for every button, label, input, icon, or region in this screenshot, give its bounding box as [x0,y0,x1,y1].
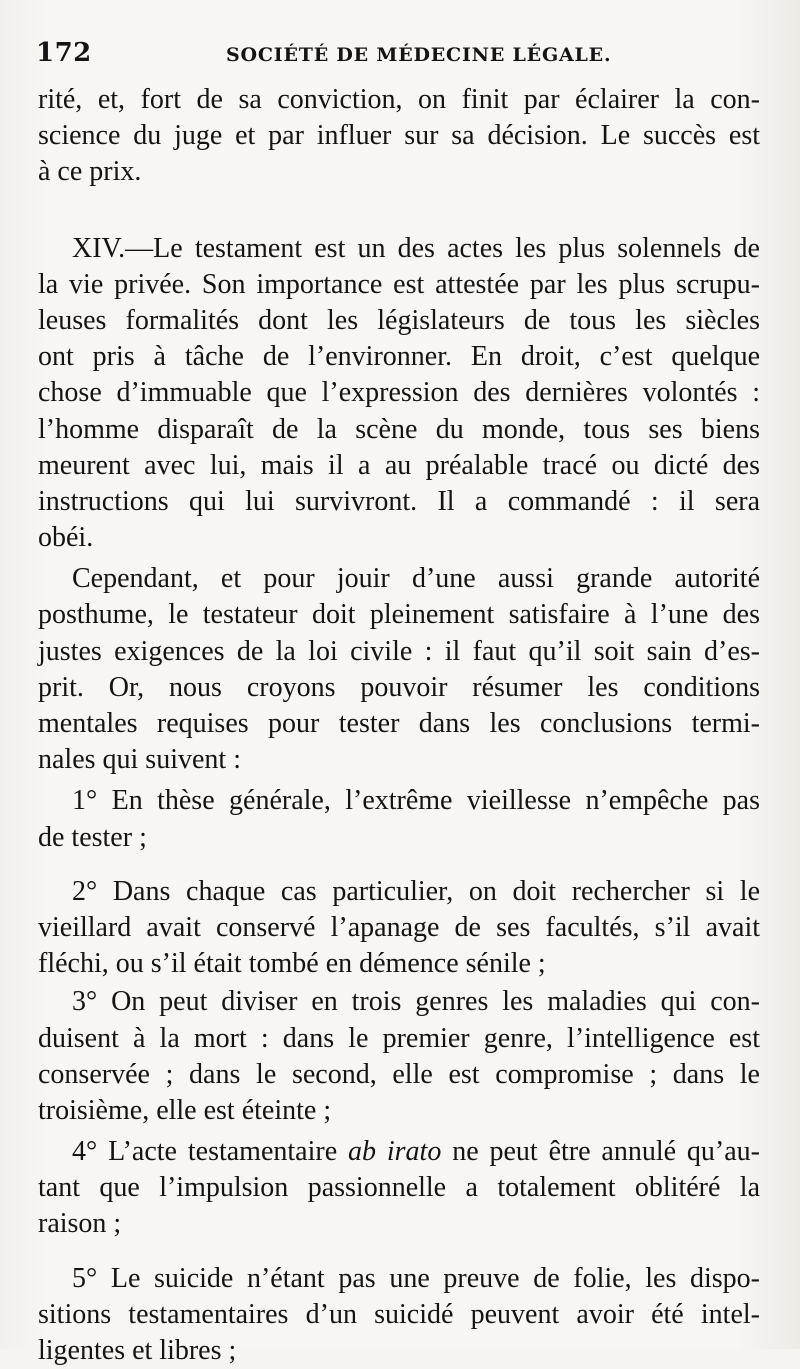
text-line: XIV.—Le testament est un des actes les plus solennels de [72,232,760,264]
paragraph [38,561,760,778]
text-line: mentales requises pour tester dans les conclusions termi- [38,708,760,739]
text-line: prit. Or, nous croyons pouvoir résumer les conditions [38,671,760,703]
text-line: Cependant, et pour jouir d’une aussi grande autorité [72,563,760,595]
text-line [38,1134,760,1170]
page-number: 172 [36,38,92,68]
text-run: 4° L’acte testamentaire [72,1136,348,1168]
text-line: nales qui suivent : [38,744,241,776]
text-line: ligentes et libres ; [38,1335,237,1366]
text-line: l’homme disparaît de la scène du monde, tous ses biens [38,413,760,445]
text-line: sitions testamentaires d’un suicidé peuvent avoir été intel- [38,1298,760,1330]
list-item [38,874,760,983]
text-line: posthume, le testateur doit pleinement satisfaire à l’une des [38,599,760,631]
text-line: justes exigences de la loi civile : il faut qu’il soit sain d’es- [38,635,760,667]
text-line: chose d’immuable que l’expression des dernières volontés : [38,377,760,409]
text-line: leuses formalités dont les législateurs de tous les siècles [38,304,760,336]
text-line: meurent avec lui, mais il a au préalable tracé ou dicté des [38,449,760,481]
text-line: vieillard avait conservé l’apanage de ses facultés, s’il avait [38,911,760,943]
text-line: 1° En thèse générale, l’extrême vieillesse n’empêche pas [72,785,760,817]
text-run: ne peut être annulé qu’au- [441,1136,760,1168]
latin-phrase: ab irato [348,1136,442,1168]
text-line: la vie privée. Son importance est attestée par les plus scrupu- [38,268,760,300]
text-line: fléchi, ou s’il était tombé en démence sénile ; [38,948,546,980]
list-item [38,1134,760,1243]
text-line: 5° Le suicide n’étant pas une preuve de folie, les dispo- [72,1262,760,1294]
text-line: 3° On peut diviser en trois genres les maladies qui con- [72,986,760,1018]
text-line: duisent à la mort : dans le premier genre, l’intelligence est [38,1022,760,1054]
text-line: ont pris à tâche de l’environner. En droit, c’est quelque [38,341,760,373]
text-line: 2° Dans chaque cas particulier, on doit rechercher si le [72,875,760,907]
running-head: SOCIÉTÉ DE MÉDECINE LÉGALE. [226,44,612,66]
paragraph [38,231,760,557]
paragraph [38,82,760,191]
text-line: instructions qui lui survivront. Il a commandé : il sera [38,485,760,517]
text-line: raison ; [38,1208,122,1240]
list-item [38,783,760,855]
text-line: tant que l’impulsion passionnelle a totalement oblitéré la [38,1172,760,1204]
text-line: conservée ; dans le second, elle est compromise ; dans le [38,1058,760,1090]
text-line: à ce prix. [38,156,142,188]
page-header [36,38,760,78]
list-item [38,1261,760,1369]
list-item [38,984,760,1129]
text-line: de tester ; [38,821,147,853]
text-line: obéi. [38,522,94,554]
text-line: science du juge et par influer sur sa décision. Le succès est [38,120,760,152]
text-line: troisième, elle est éteinte ; [38,1094,332,1126]
text-line: rité, et, fort de sa conviction, on finit par éclairer la con- [38,84,760,115]
body-text [38,82,760,1369]
